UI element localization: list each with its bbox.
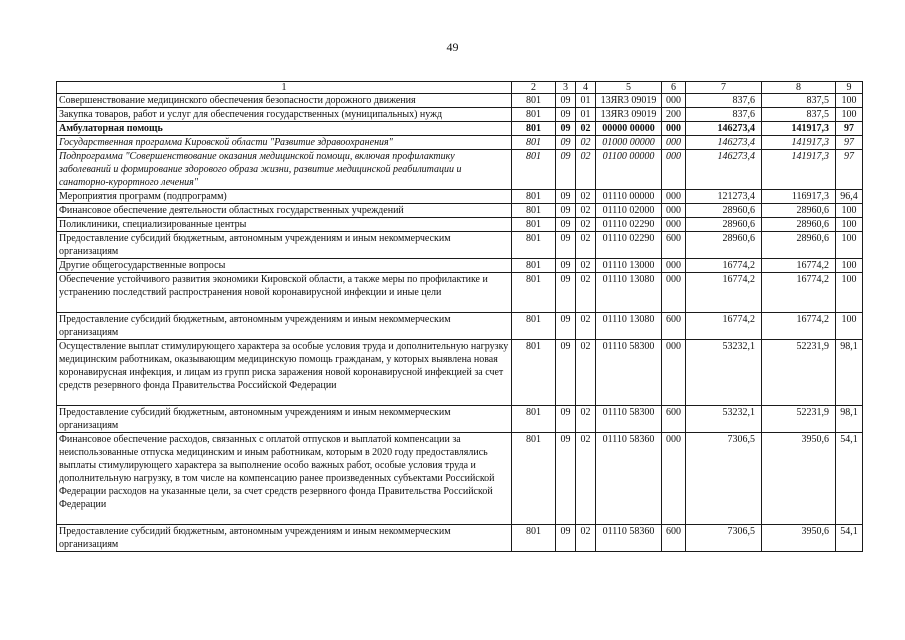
row-executed-amount: 28960,6 (762, 218, 836, 232)
header-cell: 3 (556, 82, 576, 94)
row-planned-amount: 53232,1 (686, 406, 762, 433)
row-target-article: 01110 58360 (596, 525, 662, 552)
row-execution-percent: 100 (836, 259, 863, 273)
row-ministry-code: 801 (512, 94, 556, 108)
row-planned-amount: 28960,6 (686, 232, 762, 259)
table-row (57, 340, 863, 406)
header-cell: 2 (512, 82, 556, 94)
row-expense-type: 000 (662, 136, 686, 150)
row-ministry-code: 801 (512, 259, 556, 273)
row-execution-percent: 97 (836, 150, 863, 190)
table-row (57, 204, 863, 218)
row-execution-percent: 97 (836, 122, 863, 136)
row-name-cell: Предоставление субсидий бюджетным, автономным учреждениям и иным некоммерческим организациям (57, 525, 512, 552)
row-section-code: 09 (556, 122, 576, 136)
table-row (57, 122, 863, 136)
row-target-article: 01110 58360 (596, 433, 662, 525)
row-expense-type: 000 (662, 190, 686, 204)
row-section-code: 09 (556, 433, 576, 525)
row-execution-percent: 100 (836, 108, 863, 122)
row-section-code: 09 (556, 313, 576, 340)
row-planned-amount: 53232,1 (686, 340, 762, 406)
row-executed-amount: 3950,6 (762, 433, 836, 525)
row-expense-type: 000 (662, 259, 686, 273)
row-target-article: 01110 13000 (596, 259, 662, 273)
row-name-cell: Поликлиники, специализированные центры (57, 218, 512, 232)
row-expense-type: 000 (662, 204, 686, 218)
row-expense-type: 600 (662, 232, 686, 259)
row-ministry-code: 801 (512, 150, 556, 190)
row-executed-amount: 28960,6 (762, 232, 836, 259)
row-executed-amount: 28960,6 (762, 204, 836, 218)
row-executed-amount: 141917,3 (762, 136, 836, 150)
row-expense-type: 000 (662, 433, 686, 525)
row-ministry-code: 801 (512, 108, 556, 122)
row-execution-percent: 100 (836, 232, 863, 259)
row-planned-amount: 837,6 (686, 108, 762, 122)
row-target-article: 01000 00000 (596, 136, 662, 150)
row-execution-percent: 100 (836, 218, 863, 232)
table-row (57, 406, 863, 433)
table-row (57, 313, 863, 340)
row-section-code: 09 (556, 136, 576, 150)
row-target-article: 01110 13080 (596, 313, 662, 340)
header-cell: 4 (576, 82, 596, 94)
row-ministry-code: 801 (512, 136, 556, 150)
row-name-cell: Совершенствование медицинского обеспечения безопасности дорожного движения (57, 94, 512, 108)
row-target-article: 13ЯR3 09019 (596, 94, 662, 108)
page-number: 49 (446, 40, 459, 54)
row-expense-type: 000 (662, 150, 686, 190)
header-cell: 8 (762, 82, 836, 94)
row-subsection-code: 02 (576, 136, 596, 150)
row-ministry-code: 801 (512, 433, 556, 525)
row-section-code: 09 (556, 150, 576, 190)
row-ministry-code: 801 (512, 313, 556, 340)
header-cell: 5 (596, 82, 662, 94)
table-row (57, 108, 863, 122)
row-planned-amount: 16774,2 (686, 259, 762, 273)
row-execution-percent: 98,1 (836, 406, 863, 433)
row-section-code: 09 (556, 94, 576, 108)
row-executed-amount: 837,5 (762, 94, 836, 108)
table-row (57, 273, 863, 313)
row-target-article: 01110 58300 (596, 406, 662, 433)
row-subsection-code: 02 (576, 204, 596, 218)
row-expense-type: 000 (662, 218, 686, 232)
header-cell: 6 (662, 82, 686, 94)
row-ministry-code: 801 (512, 122, 556, 136)
row-expense-type: 000 (662, 273, 686, 313)
row-planned-amount: 16774,2 (686, 273, 762, 313)
row-ministry-code: 801 (512, 340, 556, 406)
row-name-cell: Государственная программа Кировской области "Развитие здравоохранения" (57, 136, 512, 150)
row-subsection-code: 01 (576, 94, 596, 108)
row-name-cell: Мероприятия программ (подпрограмм) (57, 190, 512, 204)
row-name-cell: Закупка товаров, работ и услуг для обеспечения государственных (муниципальных) нужд (57, 108, 512, 122)
row-subsection-code: 02 (576, 122, 596, 136)
row-execution-percent: 98,1 (836, 340, 863, 406)
row-target-article: 01100 00000 (596, 150, 662, 190)
row-ministry-code: 801 (512, 232, 556, 259)
row-executed-amount: 52231,9 (762, 406, 836, 433)
row-name-cell: Подпрограмма "Совершенствование оказания медицинской помощи, включая профилактику заболеваний и формирование здорового образа жизни, развитие медицинской реабилитации и санаторно-курортного лечения" (57, 150, 512, 190)
row-subsection-code: 02 (576, 273, 596, 313)
row-name-cell: Финансовое обеспечение расходов, связанных с оплатой отпусков и выплатой компенсации за неиспользованные отпуска медицинским и иным работникам, которым в 2020 году предоставлялись выплаты стимулирующего характера за выполнение особо важных работ, особые условия труда и дополнительную нагрузку, в том числе на компенсацию ранее произведенных субъектами Российской Федерации расходов на указанные цели, за счет средств резервного фонда Правительства Российской Федерации (57, 433, 512, 525)
row-target-article: 01110 13080 (596, 273, 662, 313)
row-execution-percent: 100 (836, 313, 863, 340)
table-row (57, 433, 863, 525)
row-subsection-code: 02 (576, 406, 596, 433)
table-row (57, 94, 863, 108)
table-row (57, 218, 863, 232)
row-execution-percent: 54,1 (836, 525, 863, 552)
row-section-code: 09 (556, 406, 576, 433)
row-execution-percent: 97 (836, 136, 863, 150)
table-row (57, 150, 863, 190)
row-section-code: 09 (556, 190, 576, 204)
row-expense-type: 000 (662, 94, 686, 108)
row-executed-amount: 52231,9 (762, 340, 836, 406)
row-planned-amount: 28960,6 (686, 218, 762, 232)
row-name-cell: Обеспечение устойчивого развития экономики Кировской области, а также меры по профилактике и устранению последствий распространения новой коронавирусной инфекции и иные цели (57, 273, 512, 313)
table-row (57, 525, 863, 552)
row-name-cell: Финансовое обеспечение деятельности областных государственных учреждений (57, 204, 512, 218)
row-name-cell: Осуществление выплат стимулирующего характера за особые условия труда и дополнительную нагрузку медицинским работникам, оказывающим медицинскую помощь гражданам, у которых выявлена новая коронавирусная инфекция, и лицам из групп риска заражения новой коронавирусной инфекцией за счет средств резервного фонда Правительства Российской Федерации (57, 340, 512, 406)
row-target-article: 01110 02290 (596, 218, 662, 232)
row-planned-amount: 121273,4 (686, 190, 762, 204)
row-planned-amount: 16774,2 (686, 313, 762, 340)
budget-table (56, 81, 863, 552)
row-target-article: 13ЯR3 09019 (596, 108, 662, 122)
row-executed-amount: 141917,3 (762, 150, 836, 190)
row-execution-percent: 100 (836, 273, 863, 313)
row-subsection-code: 02 (576, 190, 596, 204)
row-planned-amount: 146273,4 (686, 150, 762, 190)
row-target-article: 01110 02000 (596, 204, 662, 218)
row-expense-type: 000 (662, 122, 686, 136)
row-ministry-code: 801 (512, 204, 556, 218)
row-target-article: 01110 02290 (596, 232, 662, 259)
row-section-code: 09 (556, 340, 576, 406)
row-executed-amount: 141917,3 (762, 122, 836, 136)
row-section-code: 09 (556, 232, 576, 259)
table-row (57, 259, 863, 273)
row-section-code: 09 (556, 259, 576, 273)
header-cell: 9 (836, 82, 863, 94)
row-subsection-code: 02 (576, 340, 596, 406)
row-target-article: 01110 00000 (596, 190, 662, 204)
row-name-cell: Другие общегосударственные вопросы (57, 259, 512, 273)
row-executed-amount: 837,5 (762, 108, 836, 122)
row-section-code: 09 (556, 525, 576, 552)
row-subsection-code: 02 (576, 433, 596, 525)
row-execution-percent: 100 (836, 204, 863, 218)
row-expense-type: 600 (662, 525, 686, 552)
row-planned-amount: 7306,5 (686, 525, 762, 552)
table-header-row (57, 82, 863, 94)
row-planned-amount: 837,6 (686, 94, 762, 108)
table-row (57, 190, 863, 204)
row-section-code: 09 (556, 273, 576, 313)
row-executed-amount: 16774,2 (762, 313, 836, 340)
row-execution-percent: 54,1 (836, 433, 863, 525)
row-subsection-code: 01 (576, 108, 596, 122)
row-subsection-code: 02 (576, 525, 596, 552)
row-expense-type: 600 (662, 313, 686, 340)
table-row (57, 232, 863, 259)
row-name-cell: Предоставление субсидий бюджетным, автономным учреждениям и иным некоммерческим организациям (57, 406, 512, 433)
row-target-article: 00000 00000 (596, 122, 662, 136)
row-target-article: 01110 58300 (596, 340, 662, 406)
header-cell: 7 (686, 82, 762, 94)
row-name-cell: Предоставление субсидий бюджетным, автономным учреждениям и иным некоммерческим организациям (57, 232, 512, 259)
row-name-cell: Предоставление субсидий бюджетным, автономным учреждениям и иным некоммерческим организациям (57, 313, 512, 340)
row-section-code: 09 (556, 204, 576, 218)
row-subsection-code: 02 (576, 218, 596, 232)
table-row (57, 136, 863, 150)
row-section-code: 09 (556, 108, 576, 122)
row-subsection-code: 02 (576, 150, 596, 190)
row-expense-type: 200 (662, 108, 686, 122)
row-ministry-code: 801 (512, 190, 556, 204)
row-expense-type: 000 (662, 340, 686, 406)
row-section-code: 09 (556, 218, 576, 232)
row-executed-amount: 16774,2 (762, 259, 836, 273)
row-ministry-code: 801 (512, 525, 556, 552)
row-subsection-code: 02 (576, 259, 596, 273)
row-executed-amount: 116917,3 (762, 190, 836, 204)
row-planned-amount: 28960,6 (686, 204, 762, 218)
row-planned-amount: 146273,4 (686, 122, 762, 136)
row-ministry-code: 801 (512, 406, 556, 433)
row-planned-amount: 7306,5 (686, 433, 762, 525)
row-execution-percent: 100 (836, 94, 863, 108)
row-ministry-code: 801 (512, 218, 556, 232)
header-cell: 1 (57, 82, 512, 94)
row-planned-amount: 146273,4 (686, 136, 762, 150)
row-ministry-code: 801 (512, 273, 556, 313)
row-executed-amount: 16774,2 (762, 273, 836, 313)
row-executed-amount: 3950,6 (762, 525, 836, 552)
row-subsection-code: 02 (576, 313, 596, 340)
row-subsection-code: 02 (576, 232, 596, 259)
row-expense-type: 600 (662, 406, 686, 433)
row-name-cell: Амбулаторная помощь (57, 122, 512, 136)
row-execution-percent: 96,4 (836, 190, 863, 204)
